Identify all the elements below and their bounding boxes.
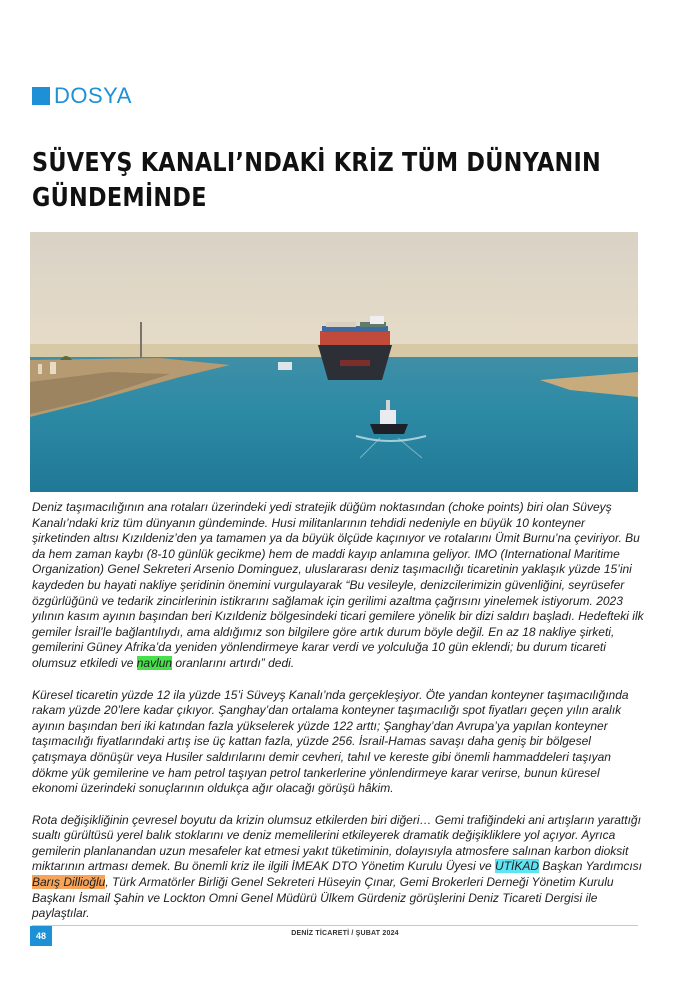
page-number: 48 [30, 926, 52, 946]
paragraph-1: Deniz taşımacılığının ana rotaları üzerindeki yedi stratejik düğüm noktasından (choke points) biri olan Süveyş Kanalı’ndaki kriz tüm dünyanın gündeminde. Husi militanlarının tehdidi nedeniyle en büyük 10 konteyner şirketinden altısı Kızıldeniz’den ya tamamen ya da büyük ölçüde kaçınıyor ve rotalarını Ümit Burnu’na çeviriyor. Bu da hem zaman kaybı (8-10 günlük gecikme) hem de maddi kayıp anlamına geliyor. IMO (International Maritime Organization) Genel Sekreteri Arsenio Dominguez, uluslararası deniz taşımacılığı ticaretinin yaklaşık yüzde 15’ini kaydeden bu hayati nakliye şeridinin önemini vurgulayarak “Bu vesileyle, denizcilerimizin güvenliğini, seyrüsefer özgürlüğünü ve tedarik zincirlerinin istikrarını sağlamak için gerilimi azaltma çağrısını yinelemek istiyorum. 2023 yılının kasım ayının başından beri Kızıldeniz bölgesindeki ticari gemilere yönelik bir dizi saldırı başladı. Hedefteki ilk gemiler İsrail’le bağlantılıydı, ama aldığımız son bilgilere göre artık durum böyle değil. En az 18 nakliye şirketi, gemilerini Güney Afrika’da yeniden yönlendirmeye karar verdi ve yolculuğa 10 gün eklendi; bu durum ticareti olumsuz etkiledi ve navlun oranlarını artırdı” dedi. [32, 500, 644, 670]
highlight-navlun: navlun [136, 655, 173, 670]
ship-photo [30, 232, 638, 492]
section-label: DOSYA [54, 83, 132, 108]
footer-publication: DENİZ TİCARETİ / ŞUBAT 2024 [291, 930, 399, 937]
footer-divider [32, 925, 638, 926]
paragraph-3: Rota değişikliğinin çevresel boyutu da krizin olumsuz etkilerden biri diğeri… Gemi trafiğindeki ani artışların yarattığı sualtı gürültüsü yerel balık stoklarını ve deniz memelilerini etkileyerek dramatik değişikliklere yol açıyor. Ayrıca gemilerin planlanandan uzun mesafeler kat etmesi yakıt tüketiminin, dolayısıyla atmosfere salınan karbon dioksit miktarının artması demek. Bu önemli kriz ile ilgili İMEAK DTO Yönetim Kurulu Üyesi ve UTİKAD Başkan Yardımcısı Barış Dillioğlu, Türk Armatörler Birliği Genel Sekreteri Hüseyin Çınar, Gemi Brokerleri Derneği Yönetim Kurulu Başkanı İsmail Şahin ve Lockton Omni Genel Müdürü Ülkem Gürdeniz görüşlerini Deniz Ticareti Dergisi ile paylaştılar. [32, 812, 642, 921]
article-title [32, 146, 634, 216]
section-square-icon [32, 87, 50, 105]
highlight-name: Barış Dillioğlu [32, 875, 106, 890]
highlight-utikad: UTİKAD [495, 859, 540, 874]
article-body [32, 500, 644, 938]
title-line-2: GÜNDEMİNDE [32, 183, 207, 213]
title-line-1: SÜVEYŞ KANALI’NDAKİ KRİZ TÜM DÜNYANIN [32, 148, 602, 178]
section-tag [32, 84, 132, 108]
paragraph-2: Küresel ticaretin yüzde 12 ila yüzde 15’i Süveyş Kanalı’nda gerçekleşiyor. Öte yandan konteyner taşımacılığında rakam yüzde 20’lere kadar çıkıyor. Şanghay’dan ortalama konteyner taşımacılığı spot fiyatları geçen yılın aralık ayının başından beri iki katından fazla yükselerek yüzde 122 arttı; Şanghay’dan Avrupa’ya yapılan konteyner taşımacılığı fiyatlarındaki artış ise üç kattan fazla, yüzde 256. İsrail-Hamas savaşı daha geniş bir bölgesel çatışmaya dönüşür veya Husiler saldırılarını demir cevheri, tahıl ve kereste gibi önemli hammaddeleri taşıyan dökme yük gemilerine ve ham petrol taşıyan petrol tankerlerine yönlendirmeye karar verirse, bunun küresel ekonomi üzerindeki sonuçlarının oldukça ağır olacağı görüşü hâkim. [32, 687, 629, 796]
